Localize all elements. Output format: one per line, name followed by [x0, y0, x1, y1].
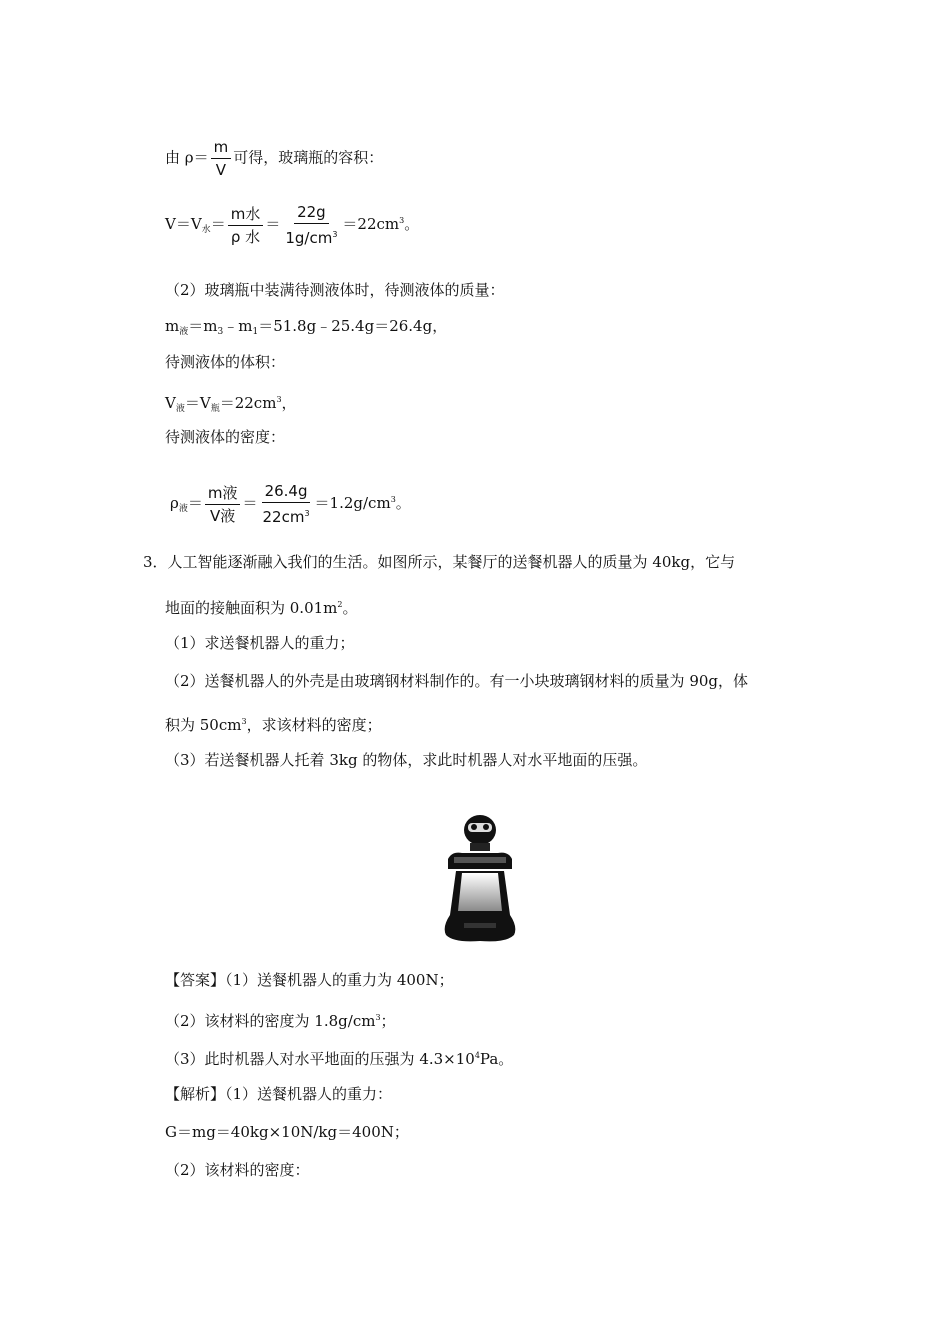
question-3-line-1: 3．人工智能逐渐融入我们的生活。如图所示，某餐厅的送餐机器人的质量为 40kg，它与: [143, 553, 736, 571]
fraction-mass-water-over-density: $\frac{\text{m水}}{\text{ρ 水}}$: [228, 205, 264, 246]
paragraph-liquid-density-intro: 待测液体的密度：: [165, 428, 286, 446]
formula-line-density: [165, 138, 383, 179]
fraction-26-4g-over-22cm3: $\frac{26.4g}{22cm^3}$: [262, 482, 310, 526]
question-3-part-2-line-2: 积为 $50cm^3$，求该材料的密度；: [165, 716, 382, 734]
formula-liquid-volume: $V_液=V_瓶=22cm^3$，: [165, 394, 297, 414]
paragraph-liquid-mass-intro: （2）玻璃瓶中装满待测液体时，待测液体的质量：: [165, 281, 505, 299]
analysis-part-2: （2）该材料的密度：: [165, 1161, 310, 1179]
answer-part-3: （3）此时机器人对水平地面的压强为 $4.3\times 10^4Pa$。: [165, 1050, 514, 1068]
robot-figure: [440, 815, 520, 945]
question-3-part-3: （3）若送餐机器人托着 3kg 的物体，求此时机器人对水平地面的压强。: [165, 751, 648, 769]
analysis-gravity-formula: G＝mg＝40kg×10N/kg＝400N；: [165, 1123, 409, 1141]
fraction-22g-over-1gcm3: $\frac{22g}{1g/cm^3}$: [285, 203, 338, 247]
formula-line-volume: $V=V_水=$ $\frac{\text{m水}}{\text{ρ 水}}$ ＝ $\frac{22g}{1g/cm^3}$ $=22cm^3$。: [165, 203, 420, 247]
fraction-m-liquid-over-v-liquid: $\frac{\text{m液}}{\text{V液}}$: [205, 484, 241, 525]
question-3-part-2-line-1: （2）送餐机器人的外壳是由玻璃钢材料制作的。有一小块玻璃钢材料的质量为 90g，体: [165, 672, 749, 690]
answer-part-2: （2）该材料的密度为 $1.8g/cm^3$；: [165, 1012, 396, 1030]
formula-liquid-mass: $m_液=m_3﹣m_1=51.8g﹣25.4g=26.4g$，: [165, 317, 448, 337]
formula-liquid-density: $\rho_液=$ $\frac{\text{m液}}{\text{V液}}$ ＝ $\frac{26.4g}{22cm^3}$ $=1.2g/cm^3$。: [170, 482, 411, 526]
text: 由 ρ＝: [165, 148, 209, 167]
question-3-part-1: （1）求送餐机器人的重力；: [165, 634, 355, 652]
fraction-m-over-v: $\frac{m}{V}$: [211, 138, 232, 179]
analysis-heading: 【解析】（1）送餐机器人的重力：: [165, 1085, 393, 1103]
paragraph-liquid-volume-intro: 待测液体的体积：: [165, 353, 286, 371]
answer-part-1: 【答案】（1）送餐机器人的重力为 400N；: [165, 971, 454, 989]
text: 可得，玻璃瓶的容积：: [233, 148, 384, 167]
question-3-line-2: 地面的接触面积为 $0.01m^2$。: [165, 599, 358, 617]
